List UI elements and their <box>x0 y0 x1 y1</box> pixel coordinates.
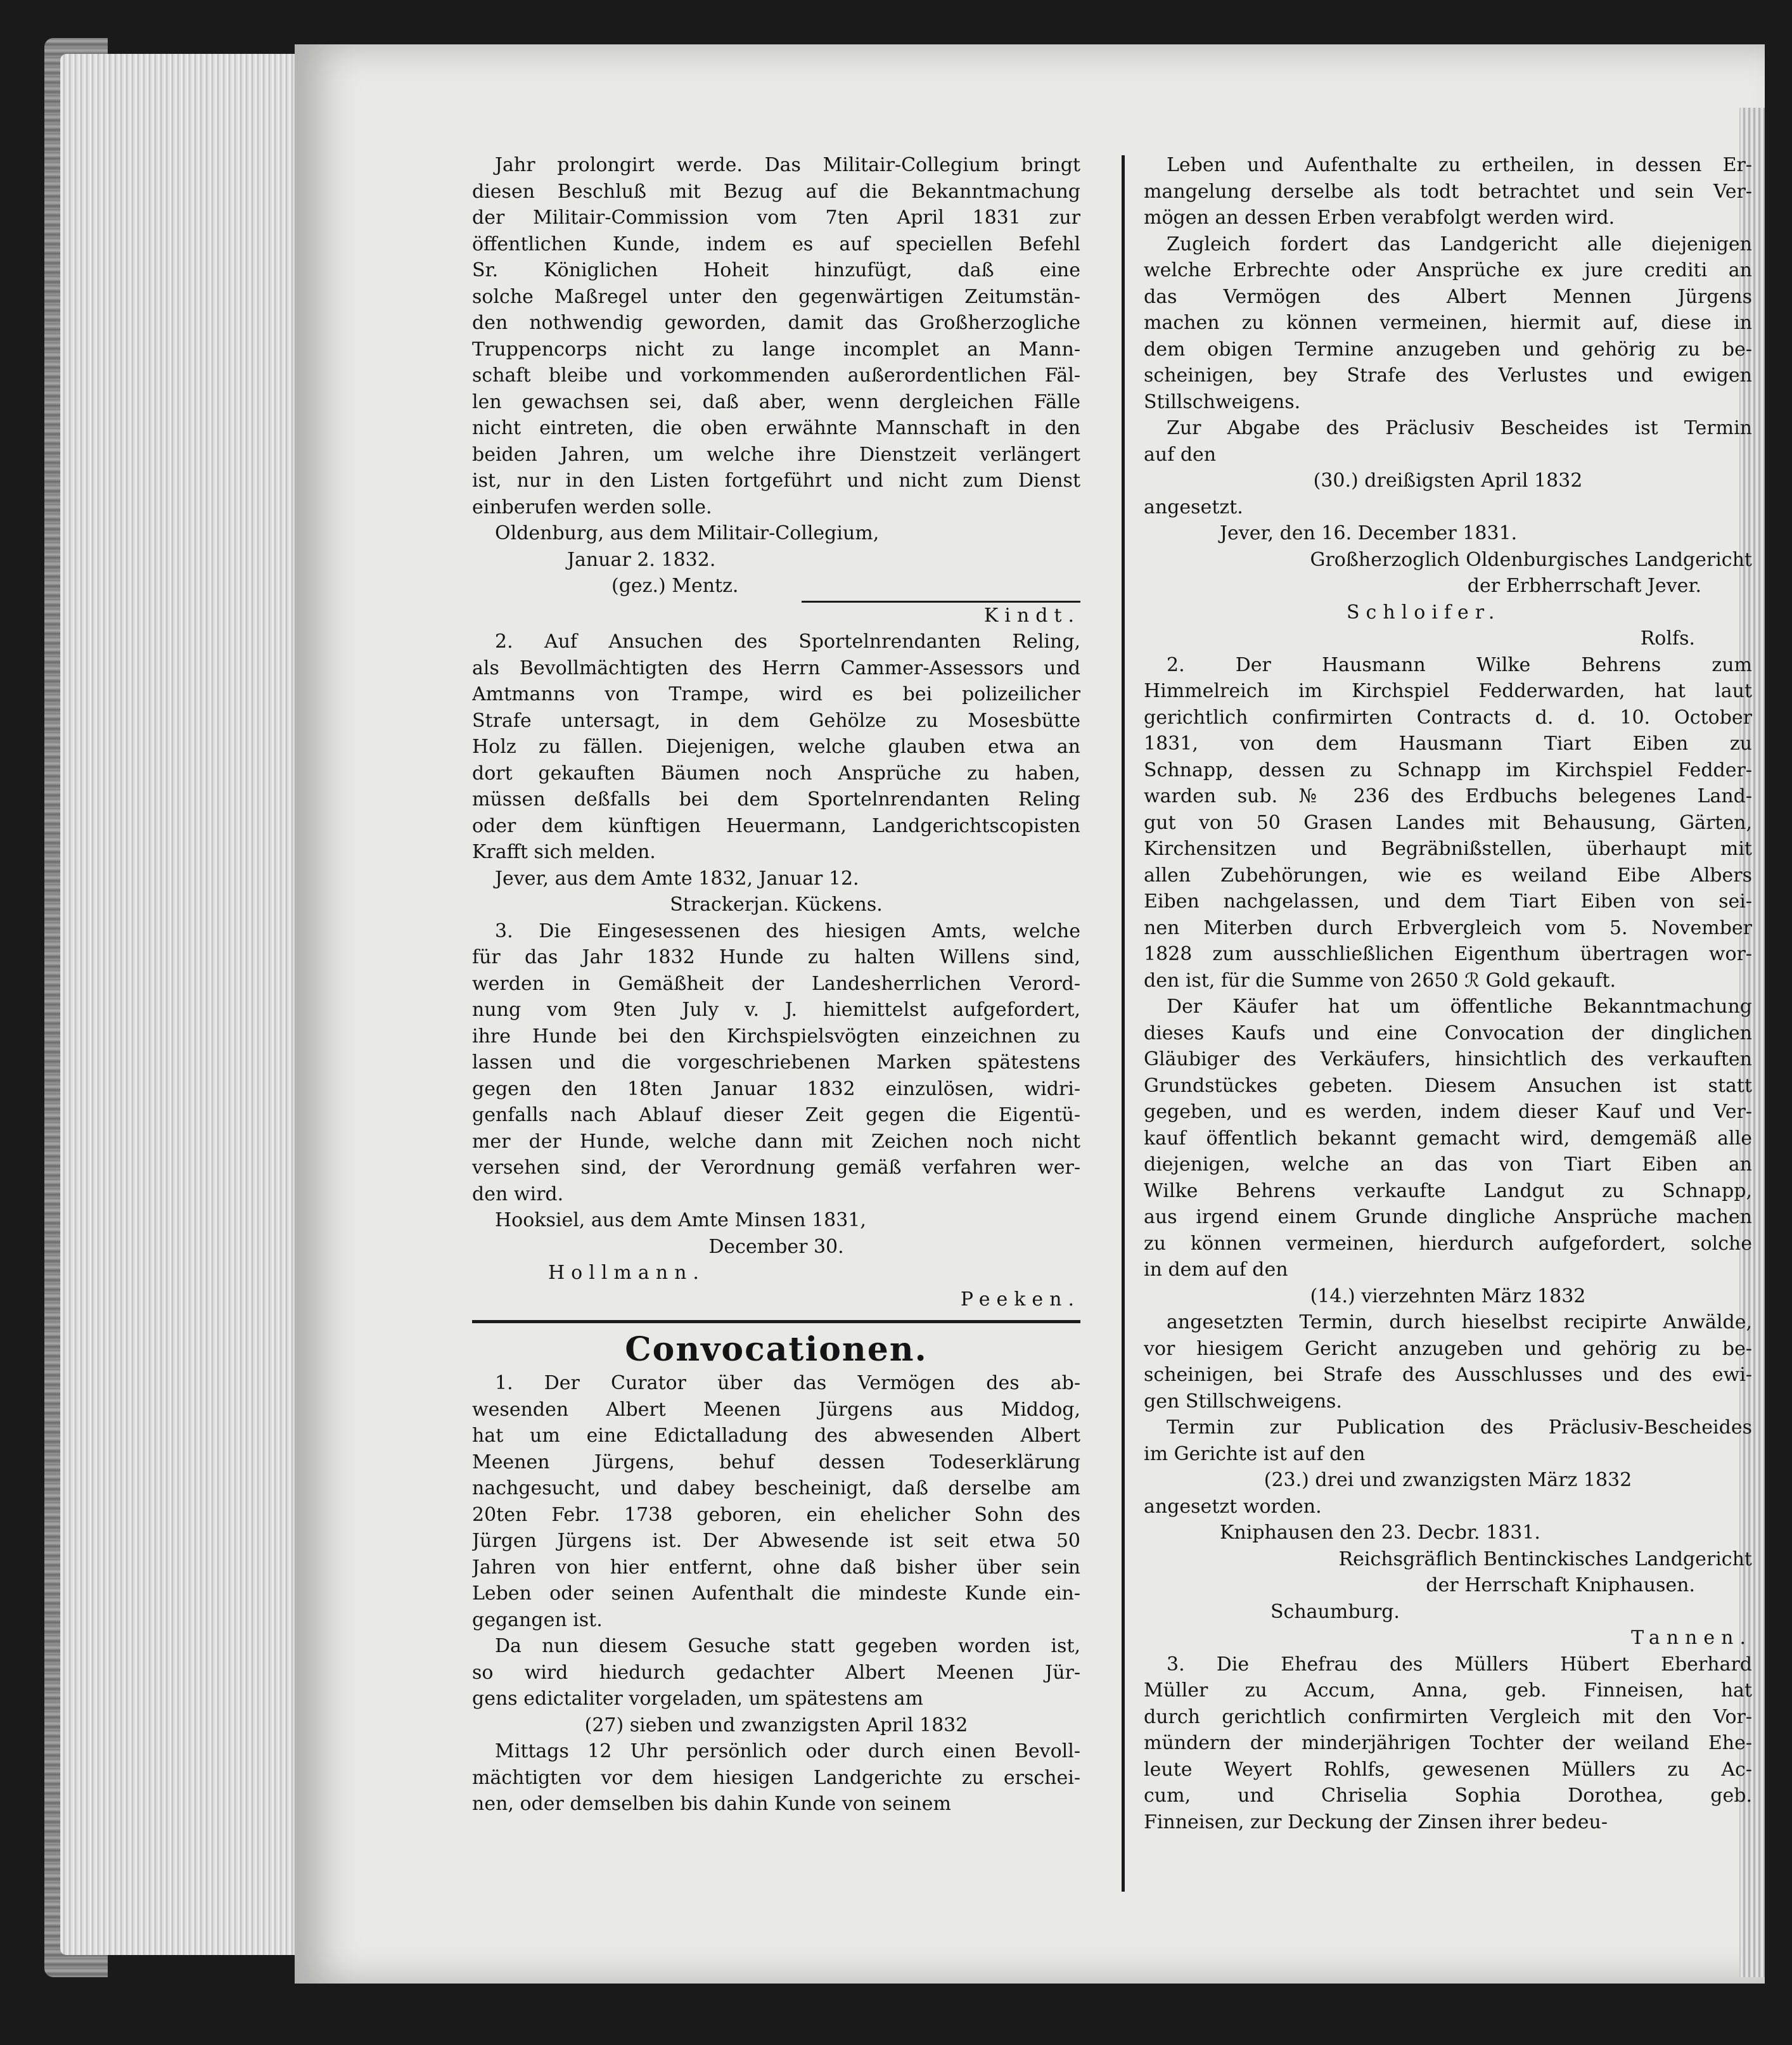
text-line: hat um eine Edictalladung des abwesenden Albert <box>472 1425 1080 1447</box>
convocation-2-signature-1: Schaumburg. <box>1270 1600 1400 1623</box>
text-line: Holz zu fällen. Diejenigen, welche glauben etwa an <box>472 736 1080 758</box>
text-line: mer der Hunde, welche dann mit Zeichen noch nicht <box>472 1130 1080 1153</box>
text-line: allen Zubehörungen, wie es weiland Eibe Albers <box>1144 864 1752 887</box>
text-line: angesetzten Termin, durch hieselbst recipirte Anwälde, <box>1167 1311 1752 1333</box>
text-line: 3. Die Eingesessenen des hiesigen Amts, welche <box>495 920 1080 942</box>
text-line: müssen deßfalls bei dem Sportelnrendanten Reling <box>472 788 1080 811</box>
text-line: Kirchensitzen und Begräbnißstellen, überhaupt mit <box>1144 838 1752 860</box>
text-line: den wird. <box>472 1183 564 1205</box>
text-line: mangelung derselbe als todt betrachtet und sein Ver- <box>1144 180 1752 203</box>
notice-reling-signatures: Strackerjan. Kückens. <box>670 894 883 916</box>
notice-dogs-place: Hooksiel, aus dem Amte Minsen 1831, <box>495 1209 866 1231</box>
text-line: Zur Abgabe des Präclusiv Bescheides ist Termin <box>1167 417 1752 439</box>
notice-military-signature-2: Kindt. <box>983 604 1080 627</box>
notice-dogs-signature-2: Peeken. <box>960 1288 1080 1311</box>
text-line: 3. Die Ehefrau des Müllers Hübert Eberhard <box>1167 1653 1752 1676</box>
convocation-2-court-2: der Herrschaft Kniphausen. <box>1426 1574 1695 1596</box>
text-line: Jahren von hier entfernt, ohne daß bisher über sein <box>472 1556 1080 1579</box>
text-line: 1831, von dem Hausmann Tiart Eiben zu <box>1144 733 1752 755</box>
text-line: scheinigen, bey Strafe des Verlustes und ewigen <box>1144 364 1752 387</box>
text-line: gerichtlich confirmirten Contracts d. d. 10. October <box>1144 706 1752 729</box>
convocation-1-place: Jever, den 16. December 1831. <box>1220 522 1518 544</box>
notice-dogs-signature-1: Hollmann. <box>548 1262 705 1284</box>
text-line: werden in Gemäßheit der Landesherrlichen Verord- <box>472 972 1080 995</box>
text-line: diesen Beschluß mit Bezug auf die Bekanntmachung <box>472 180 1080 203</box>
text-line: Finneisen, zur Deckung der Zinsen ihrer bedeu- <box>1144 1811 1608 1833</box>
text-line: öffentlichen Kunde, indem es auf speciellen Befehl <box>472 233 1080 255</box>
text-line: dieses Kaufs und eine Convocation der dinglichen <box>1144 1022 1752 1044</box>
text-line: Da nun diesem Gesuche statt gegeben worden ist, <box>495 1635 1080 1657</box>
text-line: so wird hiedurch gedachter Albert Meenen Jür- <box>472 1661 1080 1684</box>
text-line: Grundstückes gebeten. Diesem Ansuchen ist statt <box>1144 1074 1752 1097</box>
text-line: cum, und Chriselia Sophia Dorothea, geb. <box>1144 1785 1752 1807</box>
text-line: 2. Auf Ansuchen des Sportelnrendanten Reling, <box>495 631 1080 653</box>
text-line: oder dem künftigen Heuermann, Landgerichtscopisten <box>472 814 1080 837</box>
text-line: genfalls nach Ablauf dieser Zeit gegen die Eigentü- <box>472 1104 1080 1126</box>
text-line: 2. Der Hausmann Wilke Behrens zum <box>1167 653 1752 676</box>
text-line: für das Jahr 1832 Hunde zu halten Willens sind, <box>472 946 1080 968</box>
convocation-2-set: angesetzt worden. <box>1144 1495 1322 1518</box>
text-line: Stillschweigens. <box>1144 390 1301 413</box>
text-line: warden sub. № 236 des Erdbuchs belegenes Land- <box>1144 785 1752 807</box>
text-line: Mittags 12 Uhr persönlich oder durch einen Bevoll- <box>495 1740 1080 1762</box>
convocation-1-text-c <box>472 1738 1080 1817</box>
text-line: gegeben, und es werden, indem dieser Kauf und Ver- <box>1144 1101 1752 1123</box>
text-line: lassen und die vorgeschriebenen Marken spätestens <box>472 1051 1080 1074</box>
text-line: einberufen werden solle. <box>472 496 712 518</box>
text-line: Meenen Jürgens, behuf dessen Todeserklärung <box>472 1451 1080 1473</box>
text-line: in dem auf den <box>1144 1259 1288 1281</box>
column-divider <box>1122 155 1125 1892</box>
text-line: wesenden Albert Meenen Jürgens aus Middog, <box>472 1398 1080 1421</box>
convocation-2-signature-2: Tannen. <box>1631 1627 1752 1649</box>
text-line: nachgesucht, und dabey bescheinigt, daß derselbe am <box>472 1477 1080 1499</box>
section-heading: Convocationen. <box>625 1330 928 1369</box>
text-line: len gewachsen sei, daß aber, wenn dergleichen Fälle <box>472 390 1080 413</box>
text-line: ihre Hunde bei den Kirchspielsvögten einzeichnen zu <box>472 1025 1080 1048</box>
text-line: gen Stillschweigens. <box>1144 1390 1342 1413</box>
convocation-1-signature-1: Schloifer. <box>1347 601 1501 624</box>
text-line: mächtigten vor dem hiesigen Landgerichte zu erschei- <box>472 1766 1080 1789</box>
text-line: Der Käufer hat um öffentliche Bekanntmachung <box>1167 996 1752 1018</box>
text-line: Termin zur Publication des Präclusiv-Bescheides <box>1167 1416 1752 1439</box>
text-line: zu können vermeinen, hierdurch aufgefordert, solche <box>1144 1232 1752 1255</box>
right-column <box>1144 152 1752 1835</box>
text-line: den nothwendig geworden, damit das Großherzogliche <box>472 312 1080 334</box>
text-line: der Militair-Commission vom 7ten April 1831 zur <box>472 207 1080 229</box>
notice-military-text <box>472 152 1080 520</box>
text-line: Strafe untersagt, in dem Gehölze zu Mosesbütte <box>472 709 1080 732</box>
convocation-1-preclusive <box>1144 415 1752 468</box>
convocation-2-publication <box>1144 1414 1752 1467</box>
convocation-2-terms <box>1144 1309 1752 1414</box>
text-line: Schnapp, dessen zu Schnapp im Kirchspiel Fedder- <box>1144 759 1752 781</box>
text-line: mündern der minderjährigen Tochter der weiland Ehe- <box>1144 1732 1752 1754</box>
notice-reling-text <box>472 629 1080 866</box>
text-line: gegangen ist. <box>472 1608 603 1631</box>
text-line: aus irgend einem Grunde dingliche Ansprüche machen <box>1144 1206 1752 1228</box>
text-line: solche Maßregel unter den gegenwärtigen Zeitumstän- <box>472 285 1080 308</box>
convocation-1-court-1: Großherzoglich Oldenburgisches Landgericht <box>1310 548 1752 571</box>
convocation-1-signature-2: Rolfs. <box>1640 627 1695 650</box>
text-line: Amtmanns von Trampe, wird es bei polizeilicher <box>472 683 1080 705</box>
text-line: durch gerichtlich confirmirten Vergleich mit den Vor- <box>1144 1705 1752 1728</box>
text-line: das Vermögen des Albert Mennen Jürgens <box>1144 285 1752 308</box>
text-line: beiden Jahren, um welche ihre Dienstzeit verlängert <box>472 443 1080 466</box>
text-line: ist, nur in den Listen fortgeführt und nicht zum Dienst <box>472 470 1080 492</box>
text-line: diejenigen, welche an das von Tiart Eiben an <box>1144 1153 1752 1176</box>
convocation-3-text <box>1144 1651 1752 1836</box>
text-line: Leben und Aufenthalte zu ertheilen, in dessen Er- <box>1167 154 1752 176</box>
convocation-2-publication-term: (23.) drei und zwanzigsten März 1832 <box>1264 1469 1632 1491</box>
text-line: versehen sind, der Verordnung gemäß verfahren wer- <box>472 1157 1080 1179</box>
convocation-1-cont <box>1144 152 1752 231</box>
convocation-2-text <box>1144 652 1752 994</box>
text-line: als Bevollmächtigten des Herrn Cammer-Assessors und <box>472 657 1080 679</box>
text-line: gens edictaliter vorgeladen, um spätestens am <box>472 1688 923 1710</box>
convocation-1-court-2: der Erbherrschaft Jever. <box>1467 575 1701 597</box>
notice-dogs-date: December 30. <box>708 1235 844 1258</box>
text-line: dort gekauften Bäumen noch Ansprüche zu haben, <box>472 762 1080 785</box>
text-line: machen zu können vermeinen, hiermit auf, diese in <box>1144 312 1752 334</box>
convocation-1-claims <box>1144 231 1752 416</box>
text-line: Zugleich fordert das Landgericht alle diejenigen <box>1167 233 1752 255</box>
notice-reling-place: Jever, aus dem Amte 1832, Januar 12. <box>495 867 859 890</box>
text-line: 1828 zum ausschließlichen Eigenthum übertragen wor- <box>1144 943 1752 965</box>
text-line: 1. Der Curator über das Vermögen des ab- <box>495 1372 1080 1394</box>
notice-military-signature: (gez.) Mentz. <box>611 575 739 597</box>
convocation-1-set: angesetzt. <box>1144 496 1243 518</box>
document-page <box>295 44 1765 1984</box>
text-line: nen Miterben durch Erbvergleich vom 5. November <box>1144 916 1752 939</box>
section-divider <box>472 1320 1080 1323</box>
text-line: nung vom 9ten July v. J. hiemittelst aufgefordert, <box>472 999 1080 1021</box>
text-line: nen, oder demselben bis dahin Kunde von seinem <box>472 1793 951 1815</box>
text-line: nicht eintreten, die oben erwähnte Mannschaft in den <box>472 417 1080 439</box>
text-line: Himmelreich im Kirchspiel Fedderwarden, hat laut <box>1144 680 1752 702</box>
text-line: Wilke Behrens verkaufte Landgut zu Schnapp, <box>1144 1179 1752 1202</box>
convocation-1-preclusive-term: (30.) dreißigsten April 1832 <box>1313 470 1583 492</box>
text-line: Eiben nachgelassen, und dem Tiart Eiben von sei- <box>1144 890 1752 913</box>
convocation-1-text-b <box>472 1633 1080 1712</box>
text-line: im Gerichte ist auf den <box>1144 1442 1366 1465</box>
text-line: Leben oder seinen Aufenthalt die mindeste Kunde ein- <box>472 1582 1080 1605</box>
text-line: schaft bleibe und vorkommenden außerordentlichen Fäl- <box>472 364 1080 387</box>
text-line: dem obigen Termine anzugeben und gehörig zu be- <box>1144 338 1752 361</box>
text-line: Jürgen Jürgens ist. Der Abwesende ist seit etwa 50 <box>472 1530 1080 1552</box>
text-line: welche Erbrechte oder Ansprüche ex jure crediti an <box>1144 259 1752 281</box>
text-line: Müller zu Accum, Anna, geb. Finneisen, hat <box>1144 1679 1752 1702</box>
text-line: auf den <box>1144 443 1217 466</box>
text-line: leute Weyert Rohlfs, gewesenen Müllers zu Ac- <box>1144 1758 1752 1781</box>
text-line: gut von 50 Grasen Landes mit Behausung, Gärten, <box>1144 811 1752 834</box>
text-line: Jahr prolongirt werde. Das Militair-Collegium bringt <box>495 154 1080 176</box>
convocation-1-text <box>472 1370 1080 1633</box>
notice-dogs-text <box>472 918 1080 1208</box>
left-column <box>472 152 1080 1817</box>
convocation-2-buyer <box>1144 994 1752 1283</box>
text-line: Gläubiger des Verkäufers, hinsichtlich des verkauften <box>1144 1048 1752 1070</box>
convocation-2-place: Kniphausen den 23. Decbr. 1831. <box>1220 1522 1540 1544</box>
notice-military-date: Januar 2. 1832. <box>567 548 716 571</box>
convocation-2-court-1: Reichsgräflich Bentinckisches Landgericht <box>1338 1548 1752 1570</box>
text-line: den ist, für die Summe von 2650 ℛ Gold gekauft. <box>1144 969 1616 992</box>
text-line: Sr. Königlichen Hoheit hinzufügt, daß eine <box>472 259 1080 281</box>
text-line: vor hiesigem Gericht anzugeben und gehörig zu be- <box>1144 1337 1752 1360</box>
text-line: gegen den 18ten Januar 1832 einzulösen, widri- <box>472 1077 1080 1100</box>
text-line: kauf öffentlich bekannt gemacht wird, demgemäß alle <box>1144 1127 1752 1150</box>
book-page-stack <box>60 54 326 1955</box>
convocation-2-term: (14.) vierzehnten März 1832 <box>1310 1285 1586 1307</box>
text-line: 20ten Febr. 1738 geboren, ein ehelicher Sohn des <box>472 1503 1080 1526</box>
convocation-1-term: (27) sieben und zwanzigsten April 1832 <box>584 1714 968 1736</box>
text-line: mögen an dessen Erben verabfolgt werden wird. <box>1144 207 1615 229</box>
text-line: scheinigen, bei Strafe des Ausschlusses und des ewi- <box>1144 1364 1752 1386</box>
text-line: Truppencorps nicht zu lange incomplet an Mann- <box>472 338 1080 361</box>
notice-military-place: Oldenburg, aus dem Militair-Collegium, <box>495 522 880 544</box>
text-line: Krafft sich melden. <box>472 841 656 863</box>
